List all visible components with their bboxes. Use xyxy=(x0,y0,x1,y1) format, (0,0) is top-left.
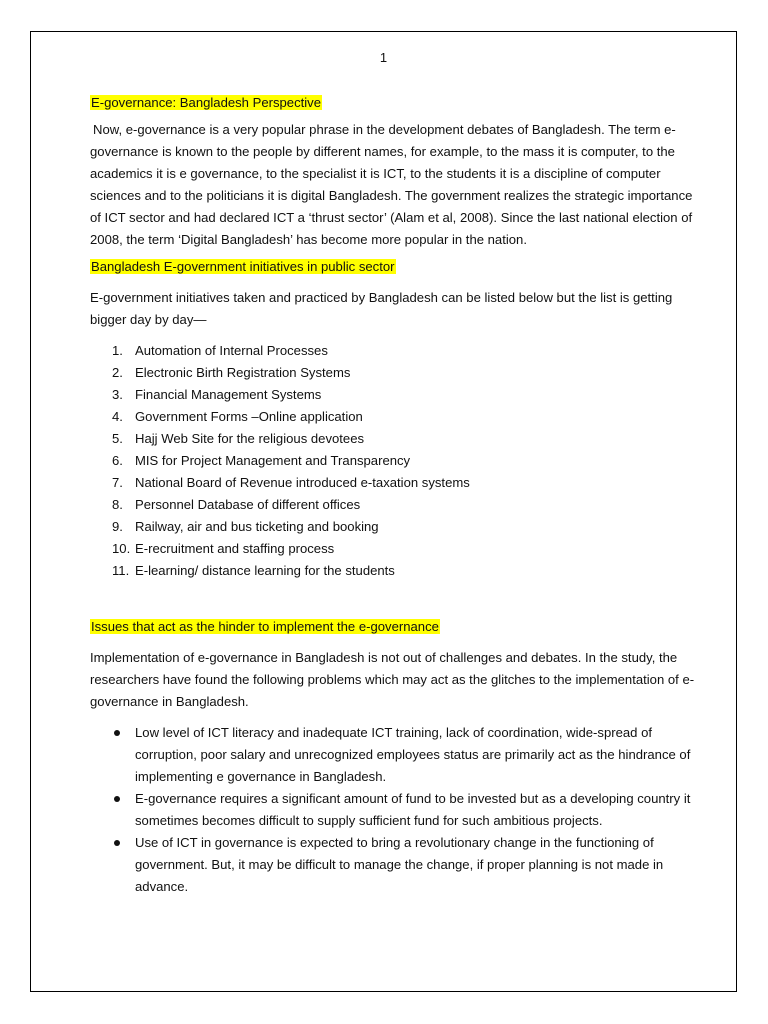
paragraph-egovernance-intro: Now, e-governance is a very popular phrase in the development debates of Bangladesh. The term e-governance is known to the people by different names, for example, to the mass it is computer, to the academics it is e governance, to the specialist it is ICT, to the students it is a discipline of computer sciences and to the politicians it is digital Bangladesh. The government realizes the strategic importance of ICT sector and had declared ICT a ‘thrust sector’ (Alam et al, 2008). Since the last national election of 2008, the term ‘Digital Bangladesh’ has become more popular in the nation. xyxy=(90,122,693,247)
list-item-text: MIS for Project Management and Transparency xyxy=(135,453,411,468)
document-page xyxy=(30,31,737,992)
list-item xyxy=(90,722,705,788)
list-item xyxy=(90,406,705,428)
list-number: 8. xyxy=(112,497,123,512)
list-item-text: Low level of ICT literacy and inadequate ICT training, lack of coordination, wide-spread of corruption, poor salary and unrecognized employees status are primarily act as the hindrance of implementing e governance in Bangladesh. xyxy=(135,725,691,784)
bullet-icon xyxy=(114,796,120,802)
list-number: 7. xyxy=(112,475,123,490)
list-item xyxy=(90,560,705,582)
section-heading-issues xyxy=(90,616,705,638)
page-number: 1 xyxy=(379,50,388,65)
initiatives-list xyxy=(90,340,705,582)
list-item-text: Automation of Internal Processes xyxy=(135,343,328,358)
paragraph-initiatives-intro: E-government initiatives taken and practiced by Bangladesh can be listed below but the list is getting bigger day by day— xyxy=(90,290,673,327)
list-number: 9. xyxy=(112,519,123,534)
list-item-text: National Board of Revenue introduced e-taxation systems xyxy=(135,475,470,490)
list-item xyxy=(90,450,705,472)
list-item-text: Electronic Birth Registration Systems xyxy=(135,365,351,380)
list-item xyxy=(90,340,705,362)
paragraph-issues-intro: Implementation of e-governance in Bangladesh is not out of challenges and debates. In the study, the researchers have found the following problems which may act as the glitches to the implementation of e-governance in Bangladesh. xyxy=(90,650,695,709)
list-item-text: E-learning/ distance learning for the students xyxy=(135,563,395,578)
list-item xyxy=(90,516,705,538)
list-item-text: Personnel Database of different offices xyxy=(135,497,361,512)
list-item-text: Use of ICT in governance is expected to bring a revolutionary change in the functioning of government. But, it may be difficult to manage the change, if proper planning is not made in advance. xyxy=(135,835,664,894)
section-heading-egovernance-perspective xyxy=(90,92,705,114)
list-number: 6. xyxy=(112,453,123,468)
list-item xyxy=(90,362,705,384)
section-heading-initiatives xyxy=(90,256,705,278)
list-item xyxy=(90,832,705,898)
list-item xyxy=(90,788,705,832)
list-item-text: E-governance requires a significant amount of fund to be invested but as a developing country it sometimes becomes difficult to supply sufficient fund for such ambitious projects. xyxy=(135,791,691,828)
bullet-icon xyxy=(114,840,120,846)
list-item-text: E-recruitment and staffing process xyxy=(135,541,335,556)
list-item-text: Government Forms –Online application xyxy=(135,409,363,424)
list-item-text: Hajj Web Site for the religious devotees xyxy=(135,431,365,446)
list-item xyxy=(90,494,705,516)
heading-highlight: E-governance: Bangladesh Perspective xyxy=(91,95,322,110)
heading-highlight: Bangladesh E-government initiatives in public sector xyxy=(91,259,395,274)
list-item xyxy=(90,428,705,450)
issues-list xyxy=(90,722,705,898)
bullet-icon xyxy=(114,730,120,736)
list-number: 10. xyxy=(112,541,131,556)
list-number: 3. xyxy=(112,387,123,402)
list-number: 5. xyxy=(112,431,123,446)
list-item-text: Financial Management Systems xyxy=(135,387,322,402)
list-number: 11. xyxy=(112,563,130,578)
heading-highlight: Issues that act as the hinder to implement the e-governance xyxy=(91,619,439,634)
list-number: 1. xyxy=(112,343,123,358)
page-content xyxy=(90,92,705,898)
list-item xyxy=(90,472,705,494)
list-number: 2. xyxy=(112,365,123,380)
list-number: 4. xyxy=(112,409,123,424)
list-item-text: Railway, air and bus ticketing and booking xyxy=(135,519,379,534)
list-item xyxy=(90,384,705,406)
list-item xyxy=(90,538,705,560)
